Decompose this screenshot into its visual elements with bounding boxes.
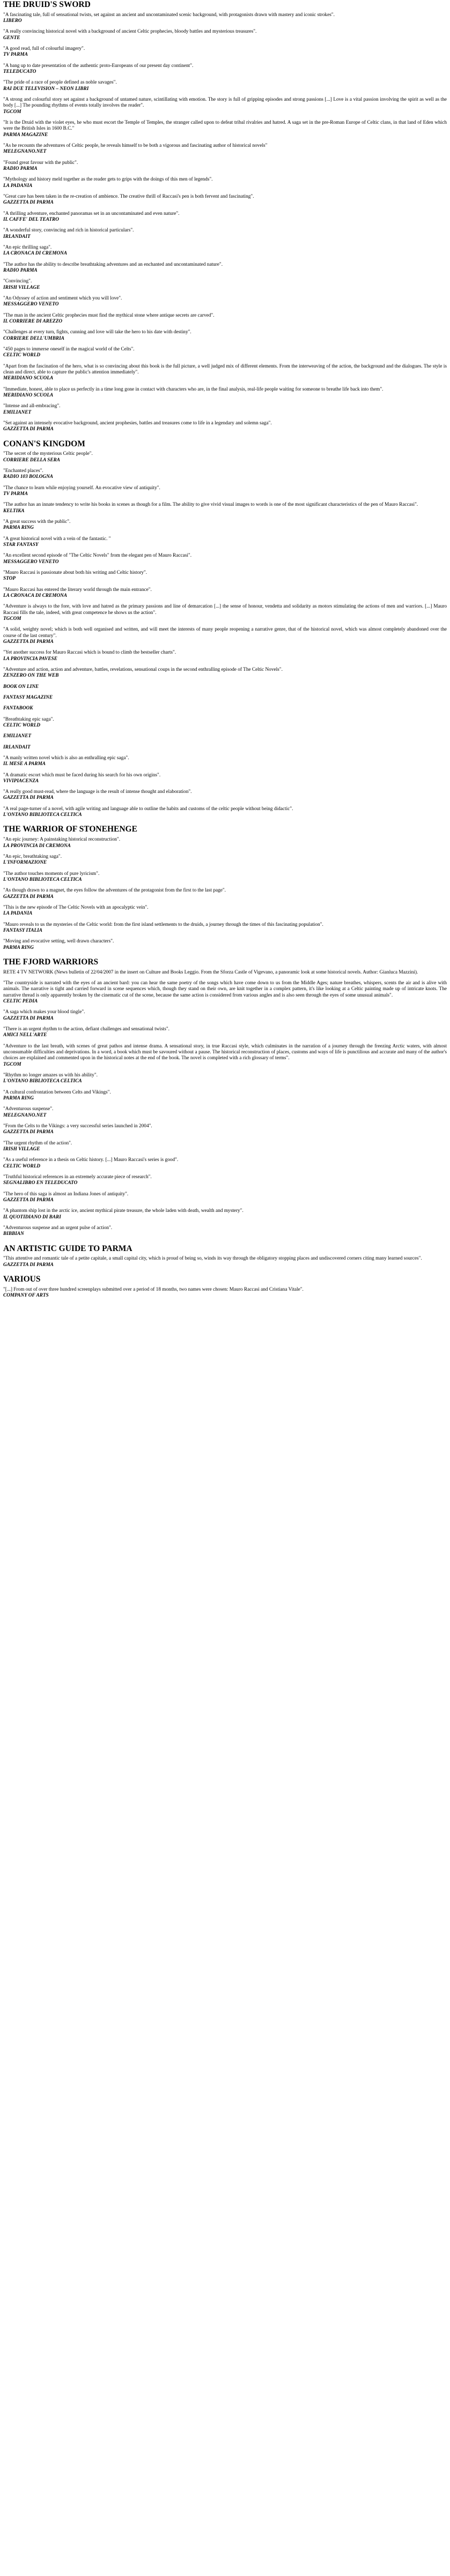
review-source: LA CRONACA DI CREMONA bbox=[3, 251, 68, 257]
review-item bbox=[3, 120, 447, 138]
review-quote: "A phantom ship lost in the arctic ice, ancient mythical pirate treasure, the whole laden with death, wealth and mystery". bbox=[3, 1208, 244, 1214]
review-source: BIBBIAN bbox=[3, 1231, 24, 1237]
review-section bbox=[3, 957, 447, 1238]
review-item bbox=[3, 1225, 447, 1238]
review-item bbox=[3, 695, 447, 701]
review-item bbox=[3, 806, 447, 819]
review-quote: "As he recounts the adventures of Celtic people, he reveals himself to be both a vigorous and fascinating author of historical novels" bbox=[3, 143, 268, 149]
review-source: LA PROVINCIA PAVESE bbox=[3, 656, 57, 662]
review-quote: "Rhythm no longer amazes us with his ability". bbox=[3, 1072, 98, 1078]
review-item bbox=[3, 922, 447, 934]
review-quote: "A dramatic escort which must be faced during his search for his own origins". bbox=[3, 772, 161, 778]
review-item bbox=[3, 1009, 447, 1022]
review-quote: "The urgent rhythm of the action". bbox=[3, 1140, 72, 1146]
review-item bbox=[3, 650, 447, 662]
review-quote: "As though drawn to a magnet, the eyes follow the adventures of the protagonist from the first to the last page". bbox=[3, 888, 226, 894]
section-heading: VARIOUS bbox=[3, 1274, 41, 1284]
review-item bbox=[3, 1192, 447, 1204]
review-item bbox=[3, 888, 447, 900]
review-quote: "An epic journey: A painstaking historical reconstruction". bbox=[3, 837, 121, 843]
review-item bbox=[3, 627, 447, 645]
review-item bbox=[3, 1141, 447, 1153]
review-quote: "Mauro Raccasi is passionate about both his writing and Celtic history". bbox=[3, 570, 147, 575]
review-quote: "An excellent second episode of "The Celtic Novels" from the elegant pen of Mauro Raccasi". bbox=[3, 553, 192, 559]
review-item bbox=[3, 211, 447, 223]
review-source: LIBERO bbox=[3, 18, 22, 24]
review-item bbox=[3, 63, 447, 76]
review-quote: "Found great favour with the public". bbox=[3, 160, 78, 166]
review-quote: "A good read, full of colourful imagery". bbox=[3, 46, 85, 52]
review-item bbox=[3, 364, 447, 382]
review-source: FANTASY ITALIA bbox=[3, 927, 42, 933]
review-item bbox=[3, 228, 447, 240]
review-quote: "Adventure is always to the fore, with love and hatred as the primary passions and line of demarcation [...] the sense of honour, vendetta and solidarity as motors stimulating the actions of men and warriors. [...] Mauro Raccasi fills the tale, indeed, with great competence he shows us the action". bbox=[3, 604, 447, 616]
review-quote: "As a useful reference in a thesis on Celtic history. [...] Mauro Raccasi's series is good". bbox=[3, 1157, 179, 1163]
review-item bbox=[3, 1044, 447, 1068]
review-source: GAZZETTA DI PARMA bbox=[3, 426, 54, 432]
review-quote: "The author touches moments of pure lyricism". bbox=[3, 871, 100, 877]
review-item bbox=[3, 939, 447, 951]
review-quote: "[...] From out of over three hundred screenplays submitted over a period of 18 months, two names were chosen: Mauro Raccasi and Cristiana Vitale". bbox=[3, 1286, 304, 1292]
review-quote: "Adventure to the last breath, with scenes of great pathos and intense drama. A sensational story, in true Raccasi style, which culminates in the narration of a journey through the freezing Arctic waters, with almost unconsumable difficulties and deprivations. In a word, a book which must be savoured without a pause. The historical reconstruction of places, customs and ways of life is punctilious and accurate and many of the author's choices are explained and commented upon in the historical notes at the end of the book. The novel is completed with a rich glossary of terms". bbox=[3, 1043, 447, 1061]
review-item bbox=[3, 1106, 447, 1119]
review-source: VIVIPIACENZA bbox=[3, 778, 39, 784]
review-source: CORRIERE DELLA SERA bbox=[3, 457, 60, 463]
review-quote: "Immediate, honest, able to place us perfectly in a time long gone in contact with characters who are, in the final analysis, real-life people waiting for someone to breathe life back into them". bbox=[3, 386, 383, 392]
review-source: IL MESE A PARMA bbox=[3, 761, 46, 767]
review-source: TV PARMA bbox=[3, 491, 28, 497]
review-quote: "It is the Druid with the violet eyes, he who must escort the Temple of Temples, the stranger called upon to defeat tribal rivalries and hatred. A saga set in the pre-Roman Europe of Celtic clans, in that land of Eden which were the British Isles in 1600 B.C." bbox=[3, 120, 447, 132]
review-quote: "A great historical novel with a vein of the fantastic. " bbox=[3, 536, 111, 542]
review-source: GAZZETTA DI PARMA bbox=[3, 795, 54, 801]
review-quote: "This is the new episode of The Celtic Novels with an apocalyptic vein". bbox=[3, 904, 149, 910]
review-source: IL CORRIERE DI AREZZO bbox=[3, 318, 63, 324]
review-source: LA PADANIA bbox=[3, 183, 33, 189]
review-source: IRLANDAIT bbox=[3, 234, 31, 239]
review-quote: "A cultural confrontation between Celts and Vikings". bbox=[3, 1089, 111, 1095]
review-item bbox=[3, 262, 447, 274]
review-source: GAZZETTA DI PARMA bbox=[3, 1197, 54, 1203]
review-source: PARMA MAGAZINE bbox=[3, 132, 48, 138]
review-quote: "The man in the ancient Celtic prophecies must find the mythical stone where antique secrets are carved". bbox=[3, 312, 215, 318]
review-source: PARMA RING bbox=[3, 1095, 34, 1101]
review-source: TGCOM bbox=[3, 109, 21, 115]
review-quote: "A strong and colourful story set against a background of untamed nature, scintillating with emotion. The story is full of gripping episodes and strong passions [...] Love is a vital passion involving the spirit as well as the body [...] The pounding rhythms of events totally involves the reader". bbox=[3, 97, 447, 109]
review-quote: "An epic thrilling saga". bbox=[3, 245, 52, 250]
review-quote: "Moving and evocative setting, well drawn characters". bbox=[3, 939, 114, 945]
review-source: MESSAGGERO VENETO bbox=[3, 302, 59, 308]
review-source: BOOK ON LINE bbox=[3, 684, 39, 690]
review-quote: "The author has the ability to describe breathtaking adventures and an enchanted and uncontaminated nature". bbox=[3, 261, 223, 267]
review-item bbox=[3, 421, 447, 433]
review-item bbox=[3, 1027, 447, 1039]
review-item bbox=[3, 905, 447, 917]
review-item bbox=[3, 194, 447, 206]
review-source: GAZZETTA DI PARMA bbox=[3, 1015, 54, 1021]
review-item bbox=[3, 451, 447, 463]
review-quote: "Convincing". bbox=[3, 279, 32, 284]
review-item bbox=[3, 733, 447, 739]
review-quote: "A solid, weighty novel; which is both well organised and written, and will meet the interests of many people reopening a narrative genre, that of the historical novel, which was almost completely abandoned over the course of the last century". bbox=[3, 627, 447, 639]
review-item bbox=[3, 468, 447, 481]
review-item bbox=[3, 1124, 447, 1136]
review-quote: "Mauro Raccasi has entered the literary world through the main entrance". bbox=[3, 587, 152, 593]
review-source: TGCOM bbox=[3, 1061, 21, 1067]
review-source: CELTIC WORLD bbox=[3, 722, 41, 728]
review-quote: "A thrilling adventure, enchanted panoramas set in an uncontaminated and even nature". bbox=[3, 211, 180, 216]
review-quote: "Intense and all-embracing". bbox=[3, 403, 61, 409]
review-quote: "Great care has been taken in the re-creation of ambience. The creative thrill of Raccasi's pen is both fervent and fascinating". bbox=[3, 194, 254, 200]
review-quote: "A manly written novel which is also an enthralling epic saga". bbox=[3, 755, 129, 761]
review-source: RAI DUE TELEVISION – NEON LIBRI bbox=[3, 86, 89, 92]
review-quote: "Adventurous suspense and an urgent pulse of action". bbox=[3, 1225, 113, 1231]
review-quote: "A saga which makes your blood tingle". bbox=[3, 1009, 85, 1015]
review-source: GAZZETTA DI PARMA bbox=[3, 200, 54, 206]
review-item bbox=[3, 536, 447, 549]
review-item bbox=[3, 706, 447, 712]
review-source: EMILIANET bbox=[3, 409, 32, 415]
review-item bbox=[3, 519, 447, 531]
review-source: IL QUOTIDIANO DI BARI bbox=[3, 1214, 61, 1220]
review-item bbox=[3, 143, 447, 155]
review-item bbox=[3, 80, 447, 92]
review-item bbox=[3, 587, 447, 600]
review-section bbox=[3, 1244, 447, 1268]
section-heading: AN ARTISTIC GUIDE TO PARMA bbox=[3, 1244, 132, 1253]
review-quote: "A really convincing historical novel with a background of ancient Celtic prophecies, bloody battles and mysterious treasures". bbox=[3, 29, 257, 35]
review-item bbox=[3, 279, 447, 291]
review-source: GAZZETTA DI PARMA bbox=[3, 1129, 54, 1135]
review-quote: "This attentive and romantic tale of a petite capitale, a small capital city, which is proud of being so, winds its way through the obligatory stopping places and undiscovered corners citing many learned sources". bbox=[3, 1256, 422, 1262]
review-quote: "The hero of this saga is almost an Indiana Jones of antiquity". bbox=[3, 1191, 129, 1197]
review-source: IL CAFFE' DEL TEATRO bbox=[3, 217, 59, 223]
section-heading: THE WARRIOR OF STONEHENGE bbox=[3, 825, 137, 834]
review-source: GENTE bbox=[3, 35, 20, 41]
review-source: MELEGNANO.NET bbox=[3, 1112, 47, 1118]
review-source: LA PADANIA bbox=[3, 911, 33, 917]
review-item bbox=[3, 313, 447, 325]
section-heading: THE DRUID'S SWORD bbox=[3, 0, 91, 9]
review-item bbox=[3, 330, 447, 342]
review-source: EMILIANET bbox=[3, 733, 32, 739]
review-source: TELEDUCATO bbox=[3, 69, 36, 75]
review-source: CELTIC WORLD bbox=[3, 1163, 41, 1169]
review-source: GAZZETTA DI PARMA bbox=[3, 1262, 54, 1268]
review-item bbox=[3, 1073, 447, 1085]
review-source: GAZZETTA DI PARMA bbox=[3, 894, 54, 900]
review-item bbox=[3, 970, 447, 976]
review-source: PARMA RING bbox=[3, 525, 34, 531]
review-source: GAZZETTA DI PARMA bbox=[3, 639, 54, 645]
review-quote: "A wonderful story, convincing and rich in historical particulars". bbox=[3, 228, 134, 234]
review-quote: "Apart from the fascination of the hero, what is so convincing about this book is the full picture, a well judged mix of different elements. From the interweaving of the action, the background and the dialogues. The style is clean and direct, able to capture the public's attention immediately". bbox=[3, 363, 447, 375]
review-item bbox=[3, 1256, 447, 1268]
review-quote: "Challenges at every turn, fights, cunning and love will take the hero to his date with destiny". bbox=[3, 330, 191, 335]
review-item bbox=[3, 403, 447, 416]
review-quote: "A great success with the public". bbox=[3, 519, 71, 525]
review-quote: "An Odyssey of action and sentiment which you will love". bbox=[3, 295, 122, 301]
review-quote: "Adventure and action, action and adventure, battles, revelations, sensational coups in the second enthralling episode of The Celtic Novels". bbox=[3, 667, 283, 672]
review-item bbox=[3, 347, 447, 359]
review-source: MELEGNANO.NET bbox=[3, 149, 47, 155]
review-source: ZENZERO ON THE WEB bbox=[3, 673, 59, 679]
review-source: LA PROVINCIA DI CREMONA bbox=[3, 843, 71, 849]
review-source: L'ONTANO BIBLIOTECA CELTICA bbox=[3, 1079, 82, 1084]
review-source: MERIDIANO SCUOLA bbox=[3, 376, 54, 381]
review-quote: "The author has an innate tendency to write his books in scenes as though for a film. The ability to give vivid visual images to words is one of the most significant characteristics of the pen of Mauro Raccasi". bbox=[3, 502, 418, 508]
section-heading: CONAN'S KINGDOM bbox=[3, 439, 85, 448]
review-item bbox=[3, 871, 447, 883]
review-quote: "A real page-turner of a novel, with agile writing and language able to outline the habits and customs of the celtic people without being didactic". bbox=[3, 806, 293, 812]
review-source: FANTABOOK bbox=[3, 706, 33, 712]
review-item bbox=[3, 485, 447, 498]
review-quote: "The pride of a race of people defined as noble savages". bbox=[3, 80, 117, 86]
review-source: STAR FANTASY bbox=[3, 542, 39, 548]
review-source: RADIO PARMA bbox=[3, 166, 38, 172]
review-quote: "A really good must-read, where the language is the result of intense thought and elaboration". bbox=[3, 789, 192, 795]
review-quote: "Truthful historical references in an extremely accurate piece of research". bbox=[3, 1174, 152, 1180]
review-quote: "450 pages to immerse oneself in the magical world of the Celts". bbox=[3, 346, 135, 352]
review-item bbox=[3, 684, 447, 690]
review-item bbox=[3, 980, 447, 1005]
review-item bbox=[3, 667, 447, 679]
review-quote: "Yet another success for Mauro Raccasi which is bound to climb the bestseller charts". bbox=[3, 650, 176, 656]
review-section bbox=[3, 825, 447, 950]
review-source: MERIDIANO SCUOLA bbox=[3, 392, 54, 398]
review-quote: "The chance to learn while enjoying yourself. An evocative view of antiquity". bbox=[3, 485, 160, 491]
review-item bbox=[3, 1287, 447, 1299]
review-item bbox=[3, 160, 447, 173]
review-item bbox=[3, 177, 447, 189]
review-quote: "Set against an intensely evocative background, ancient prophesies, battles and treasures come to life in a legendary and solemn saga". bbox=[3, 420, 272, 426]
review-item bbox=[3, 1157, 447, 1170]
review-item bbox=[3, 854, 447, 866]
review-source: LA CRONACA DI CREMONA bbox=[3, 593, 68, 598]
review-item bbox=[3, 296, 447, 308]
review-item bbox=[3, 1174, 447, 1187]
review-item bbox=[3, 245, 447, 257]
review-item bbox=[3, 837, 447, 849]
review-item bbox=[3, 789, 447, 802]
review-source: CORRIERE DELL'UMBRIA bbox=[3, 335, 64, 341]
review-quote: "The secret of the mysterious Celtic people". bbox=[3, 451, 93, 457]
review-quote: "Mythology and history meld together as the reader gets to grips with the doings of this men of legends". bbox=[3, 177, 213, 183]
review-source: CELTIC PEDIA bbox=[3, 999, 38, 1004]
review-quote: "Enchanted places". bbox=[3, 468, 43, 474]
review-item bbox=[3, 717, 447, 729]
review-item bbox=[3, 755, 447, 768]
review-source: RADIO PARMA bbox=[3, 267, 38, 273]
review-section bbox=[3, 439, 447, 819]
review-source: PARMA RING bbox=[3, 945, 34, 950]
review-source: L'ONTANO BIBLIOTECA CELTICA bbox=[3, 877, 82, 882]
review-item bbox=[3, 1090, 447, 1102]
review-source: AMICI NELL'ARTE bbox=[3, 1032, 47, 1038]
review-source: COMPANY OF ARTS bbox=[3, 1293, 49, 1299]
review-source: RADIO 103 BOLOGNA bbox=[3, 474, 53, 480]
review-source: FANTASY MAGAZINE bbox=[3, 694, 53, 700]
review-source: TV PARMA bbox=[3, 52, 28, 58]
review-source: CELTIC WORLD bbox=[3, 353, 41, 358]
review-item bbox=[3, 1208, 447, 1220]
review-item bbox=[3, 387, 447, 399]
review-source: L'ONTANO BIBLIOTECA CELTICA bbox=[3, 812, 82, 818]
review-item bbox=[3, 12, 447, 25]
review-quote: "Breathtaking epic saga". bbox=[3, 716, 54, 722]
section-heading: THE FJORD WARRIORS bbox=[3, 957, 99, 967]
review-source: KELTIKA bbox=[3, 508, 25, 514]
review-source: TGCOM bbox=[3, 616, 21, 621]
review-item bbox=[3, 29, 447, 41]
review-quote: "An epic, breathtaking saga". bbox=[3, 853, 62, 859]
review-section bbox=[3, 0, 447, 433]
review-quote: "From the Celts to the Vikings: a very successful series launched in 2004". bbox=[3, 1123, 152, 1129]
review-quote: "A bang up to date presentation of the authentic proto-Europeans of our present day continent". bbox=[3, 63, 194, 69]
review-item bbox=[3, 604, 447, 622]
review-source: L'INFORMAZIONE bbox=[3, 860, 47, 866]
review-item bbox=[3, 553, 447, 565]
review-source: IRLANDAIT bbox=[3, 744, 31, 750]
review-source: IRISH VILLAGE bbox=[3, 284, 40, 290]
review-quote: "Adventurous suspense". bbox=[3, 1106, 54, 1112]
review-quote: "There is an urgent rhythm to the action, defiant challenges and sensational twists". bbox=[3, 1026, 170, 1032]
review-item bbox=[3, 46, 447, 58]
review-quote: "Mauro reveals to us the mysteries of the Celtic world: from the first island settlements to the druids, a journey through the times of this fascinating population". bbox=[3, 922, 323, 927]
review-item bbox=[3, 570, 447, 582]
review-item bbox=[3, 773, 447, 785]
review-item bbox=[3, 502, 447, 514]
review-section bbox=[3, 1275, 447, 1299]
review-quote: "The countryside is narrated with the eyes of an ancient bard: you can hear the same poetry of the songs which have come down to us from the Middle Ages; nature breathes, whispers, scents the air and is alive with animals. The narrative is tight and carried forward in scene sequences which, though they stand on their own, are knit together in a complex pattern, it's like looking at a Celtic painting made up of intricate knots. The narrative thread is only apparently broken by the cinematic cut of the scene, because the same action is considered from various angles and is also seen through the eyes of some unusual animals". bbox=[3, 980, 447, 998]
review-source: MESSAGGERO VENETO bbox=[3, 559, 59, 565]
review-source: SEGNALIBRO EN TELEDUCATO bbox=[3, 1180, 78, 1186]
review-source: IRISH VILLAGE bbox=[3, 1146, 40, 1152]
review-item bbox=[3, 745, 447, 751]
review-quote: RETE 4 TV NETWORK (News bulletin of 22/04/2007 in the insert on Culture and Books Leggio. From the Sforza Castle of Vigevano, a panoramic look at some historical novels. Author: Gianluca Mazzini). bbox=[3, 969, 418, 975]
review-item bbox=[3, 97, 447, 115]
review-quote: "A fascinating tale, full of sensational twists, set against an ancient and uncontaminated scenic background, with protagonists drawn with mastery and iconic strokes". bbox=[3, 12, 335, 18]
review-source: STOP bbox=[3, 576, 16, 582]
